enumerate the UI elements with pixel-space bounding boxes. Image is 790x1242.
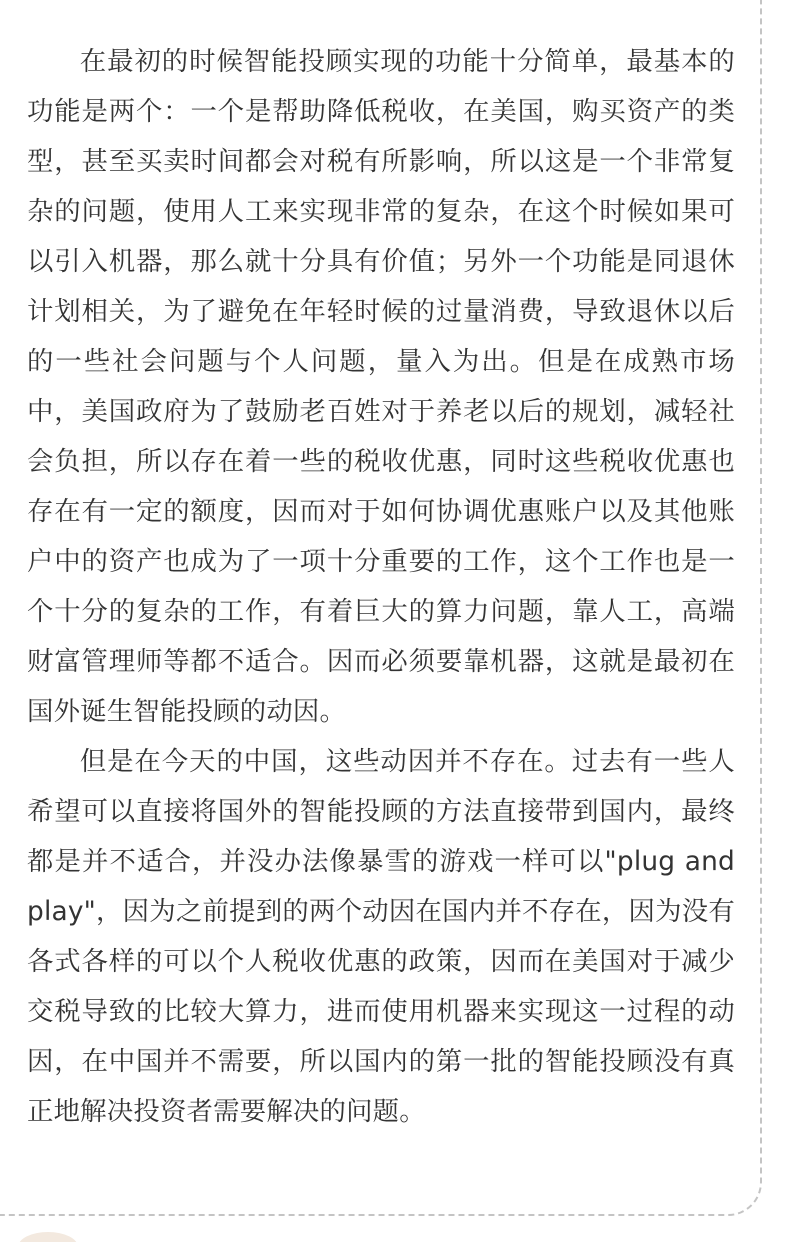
paragraph-1: 在最初的时候智能投顾实现的功能十分简单，最基本的功能是两个：一个是帮助降低税收，在美国，购买资产的类型，甚至买卖时间都会对税有所影响，所以这是一个非常复杂的问题，使用人工来实现非常的复杂，在这个时候如果可以引入机器，那么就十分具有价值；另外一个功能是同退休计划相关，为了避免在年轻时候的过量消费，导致退休以后的一些社会问题与个人问题，量入为出。但是在成熟市场中，美国政府为了鼓励老百姓对于养老以后的规划，减轻社会负担，所以存在着一些的税收优惠，同时这些税收优惠也存在有一定的额度，因而对于如何协调优惠账户以及其他账户中的资产也成为了一项十分重要的工作，这个工作也是一个十分的复杂的工作，有着巨大的算力问题，靠人工，高端财富管理师等都不适合。因而必须要靠机器，这就是最初在国外诞生智能投顾的动因。 [27,46,735,727]
avatar-peek [18,1232,78,1242]
article-body [27,37,735,1137]
paragraph-2: 但是在今天的中国，这些动因并不存在。过去有一些人希望可以直接将国外的智能投顾的方法直接带到国内，最终都是并不适合，并没办法像暴雪的游戏一样可以"plug and play"，因为之前提到的两个动因在国内并不存在，因为没有各式各样的可以个人税收优惠的政策，因而在美国对于减少交税导致的比较大算力，进而使用机器来实现这一过程的动因，在中国并不需要，所以国内的第一批的智能投顾没有真正地解决投资者需要解决的问题。 [27,746,735,1127]
